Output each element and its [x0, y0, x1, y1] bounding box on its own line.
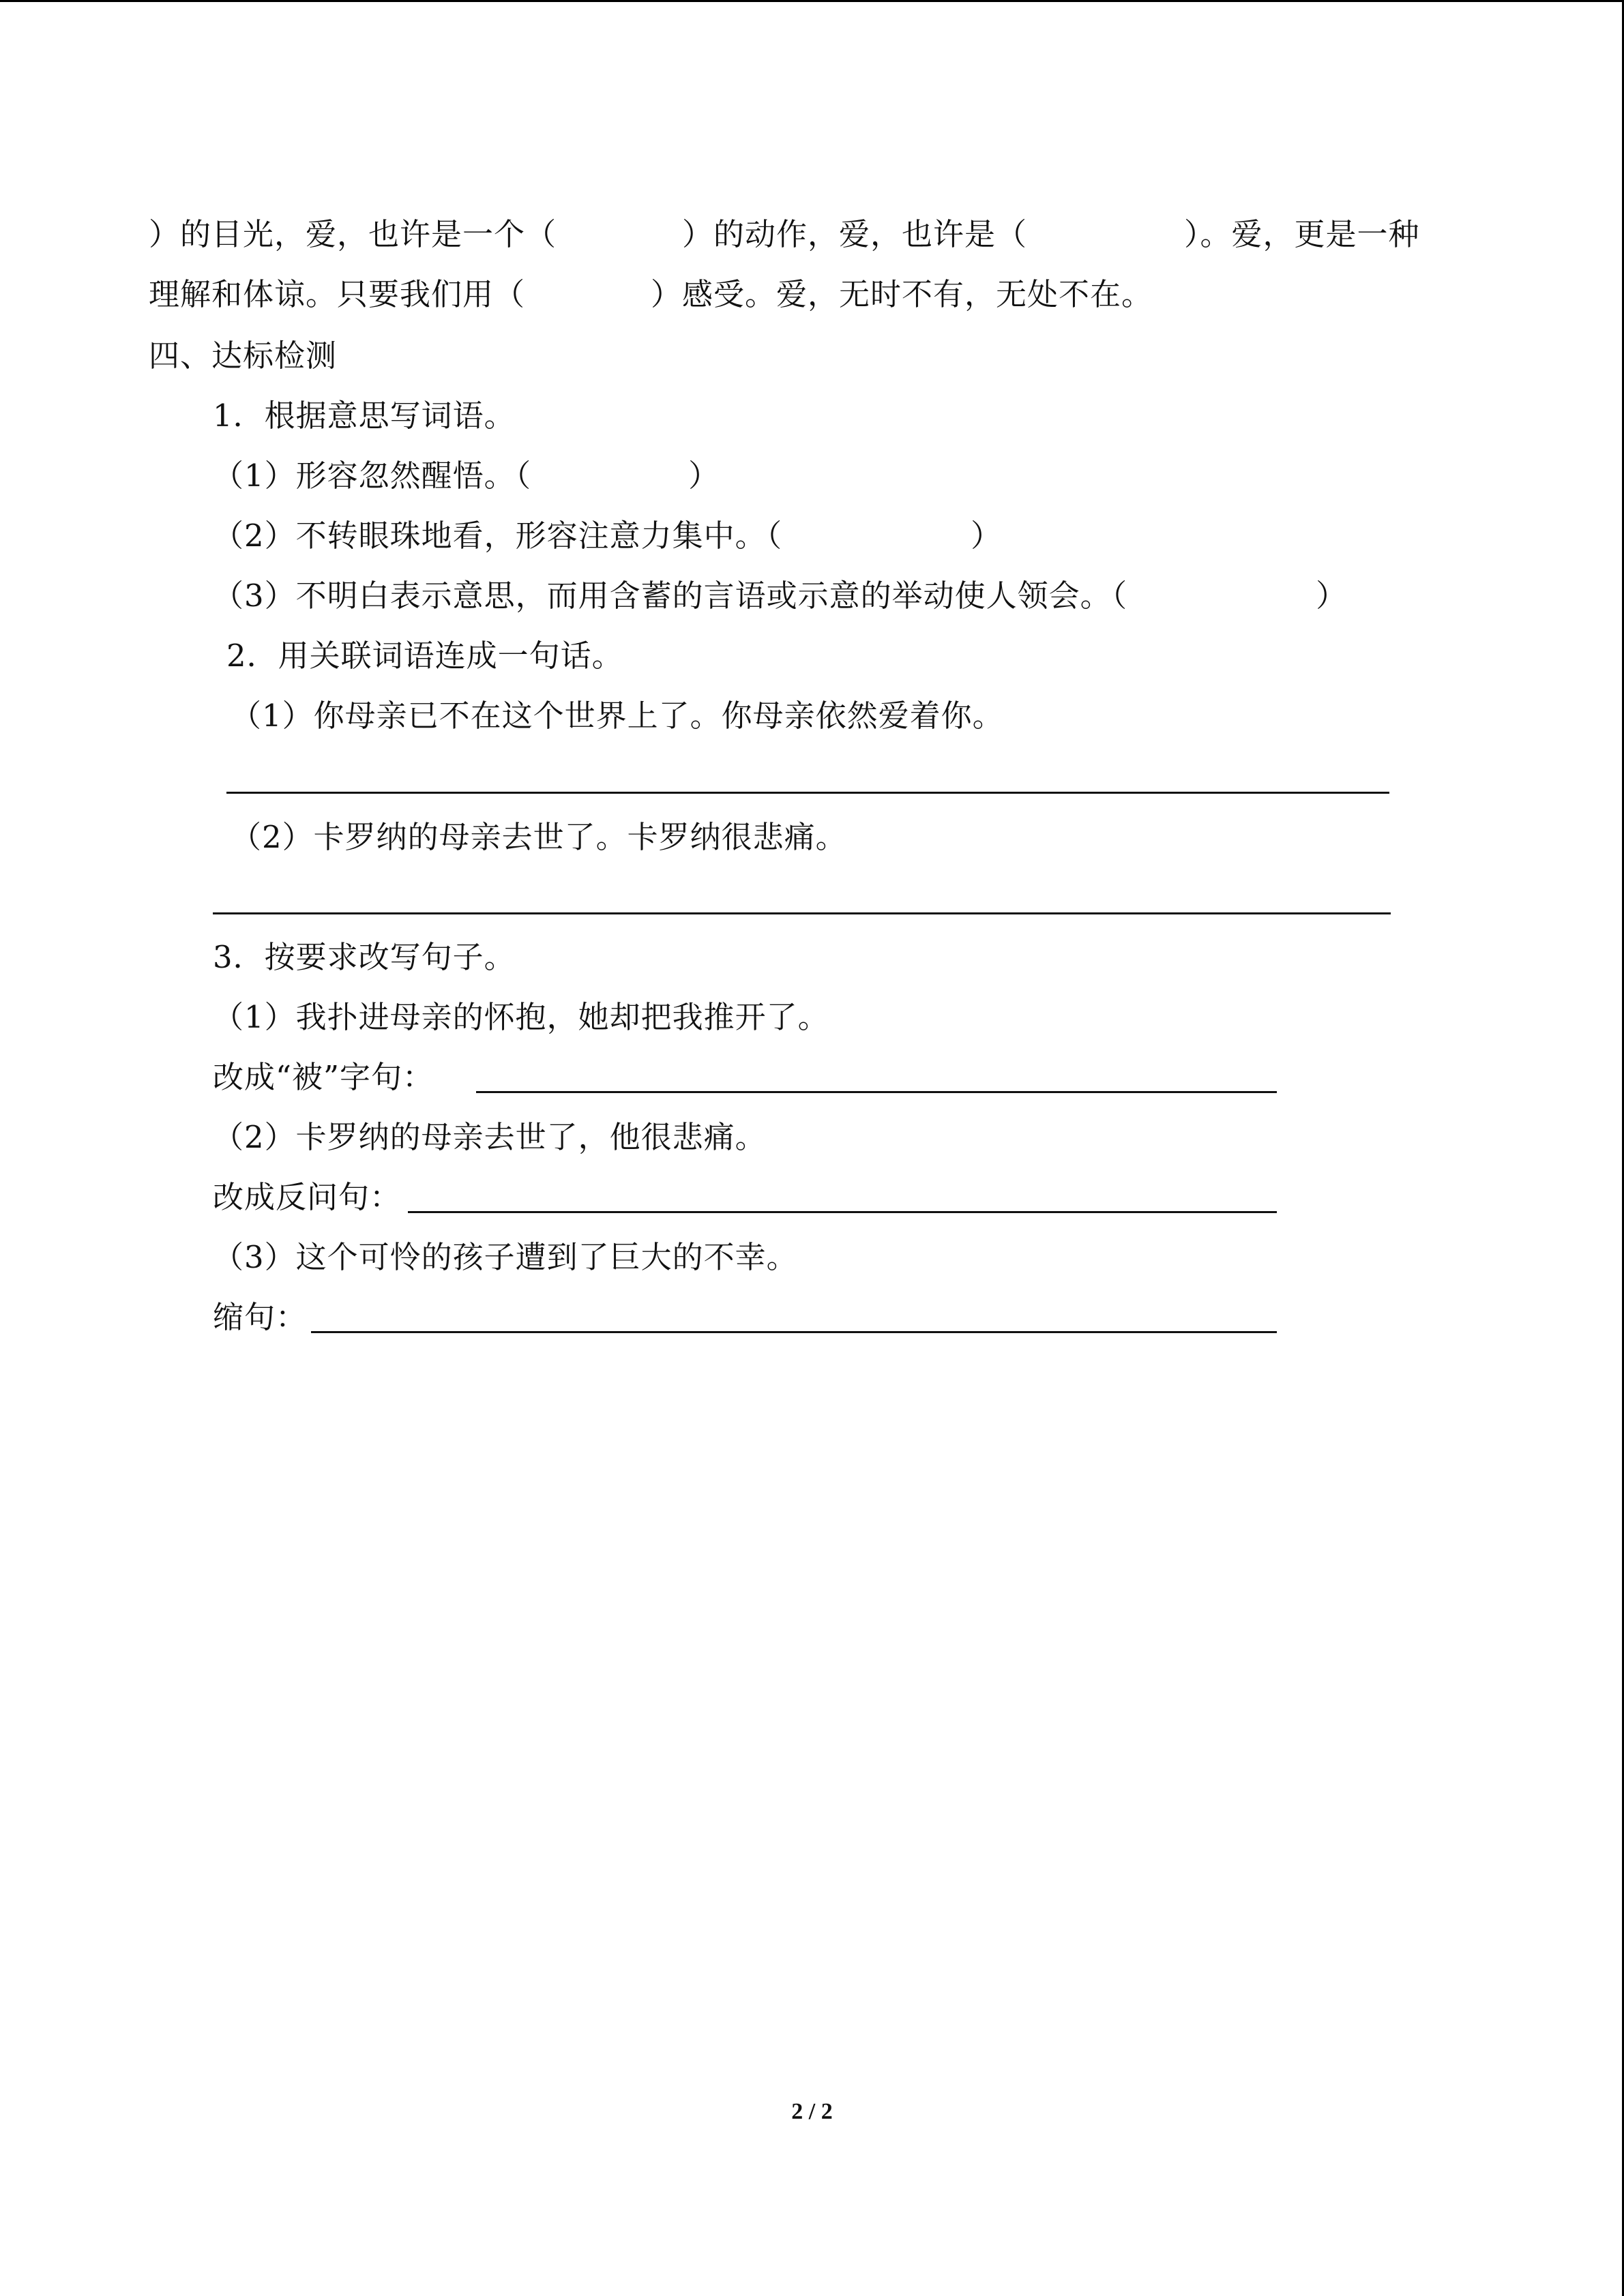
q2-answer-line-2[interactable] [213, 912, 1391, 914]
q1-item-1: （1）形容忽然醒悟。（ ） [213, 458, 720, 494]
q3-item-2-sentence: （2）卡罗纳的母亲去世了，他很悲痛。 [213, 1119, 767, 1155]
passage-line-1: ）的目光，爱，也许是一个（ ）的动作，爱，也许是（ ）。爱，更是一种 [149, 216, 1420, 252]
q3-answer-line-3[interactable] [311, 1331, 1277, 1333]
section-title: 四、达标检测 [149, 338, 338, 374]
q3-item-1-prompt: 改成“被”字句： [213, 1059, 434, 1095]
q1-item-2: （2）不转眼珠地看，形容注意力集中。（ ） [213, 518, 1003, 554]
q3-answer-line-2[interactable] [408, 1211, 1277, 1213]
q2-answer-line-1[interactable] [226, 792, 1389, 794]
q2-item-2: （2）卡罗纳的母亲去世了。卡罗纳很悲痛。 [231, 819, 847, 855]
q3-item-3-prompt: 缩句： [213, 1299, 308, 1335]
q3-answer-line-1[interactable] [476, 1091, 1277, 1093]
q3-title: 3．按要求改写句子。 [213, 939, 516, 975]
q3-item-2-prompt: 改成反问句： [213, 1179, 402, 1215]
q3-item-3-sentence: （3）这个可怜的孩子遭到了巨大的不幸。 [213, 1239, 798, 1275]
q3-item-1-sentence: （1）我扑进母亲的怀抱，她却把我推开了。 [213, 999, 829, 1035]
q2-title: 2．用关联词语连成一句话。 [226, 638, 623, 674]
q1-item-3: （3）不明白表示意思，而用含蓄的言语或示意的举动使人领会。（ ） [213, 578, 1348, 614]
passage-line-2: 理解和体谅。只要我们用（ ）感受。爱，无时不有，无处不在。 [149, 276, 1153, 312]
q1-title: 1．根据意思写词语。 [213, 398, 516, 434]
page-number: 2 / 2 [791, 2099, 833, 2124]
q2-item-1: （1）你母亲已不在这个世界上了。你母亲依然爱着你。 [231, 698, 1004, 734]
